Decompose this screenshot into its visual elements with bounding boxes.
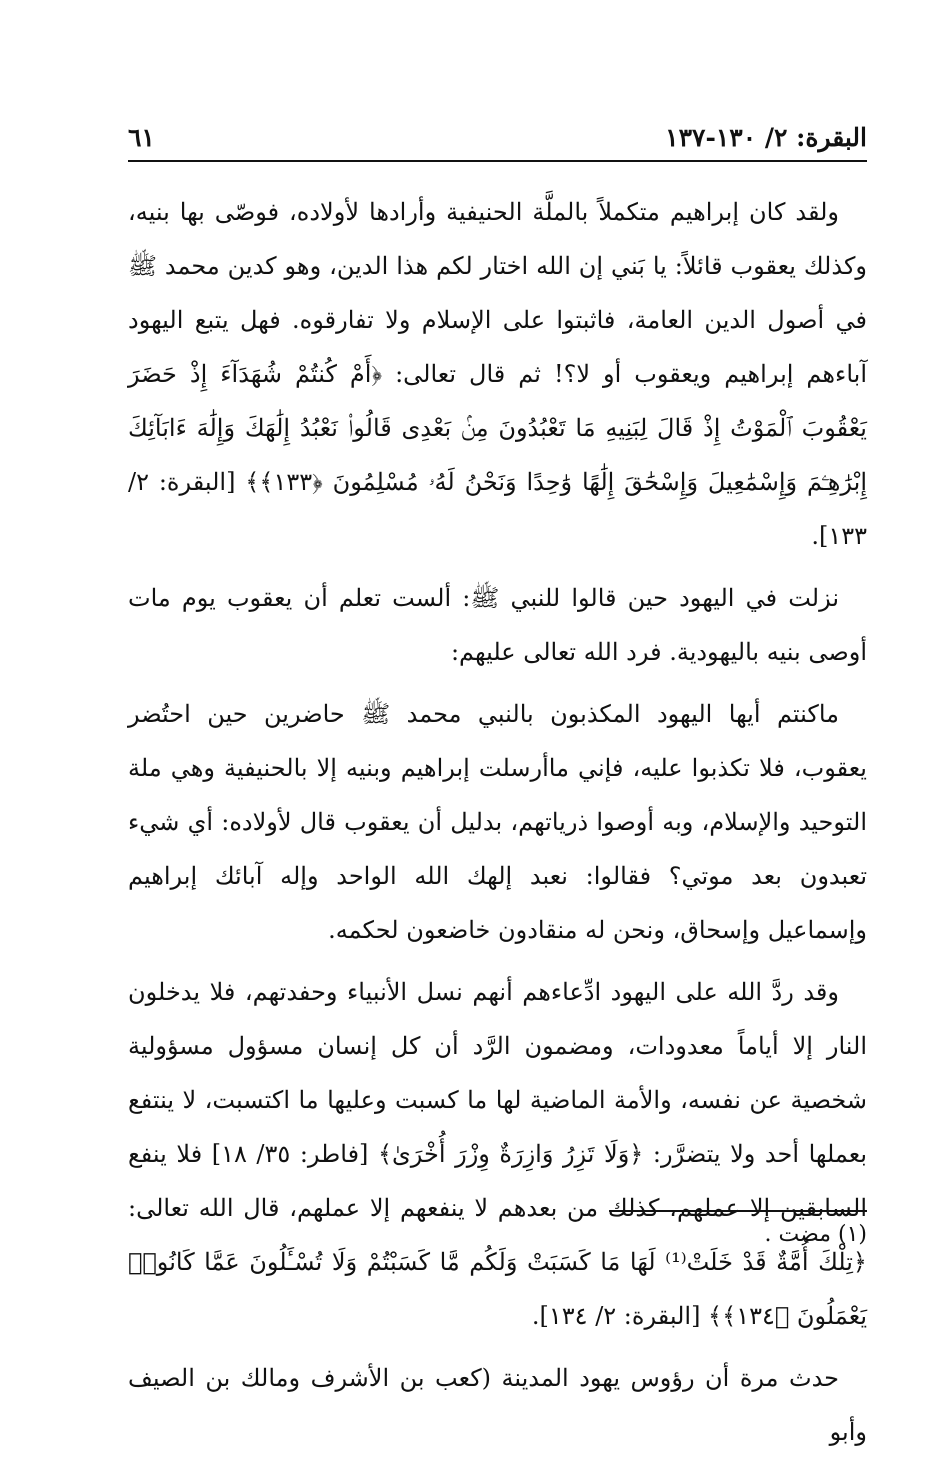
running-head xyxy=(128,108,867,152)
header-rule xyxy=(128,160,867,162)
paragraph-3: ماكنتم أيها اليهود المكذبون بالنبي محمد ﷺ حاضرين حين احتُضر يعقوب، فلا تكذبوا عليه، فإني ماأرسلت إبراهيم وبنيه إلا بالحنيفية وهي ملة التوحيد والإسلام، وبه أوصوا ذرياتهم، بدليل أن يعقوب قال لأولاده: أي شيء تعبدون بعد موتي؟ فقالوا: نعبد إلهك الله الواحد وإله آبائك إبراهيم وإسماعيل وإسحاق، ونحن له منقادون خاضعون لحكمه. xyxy=(128,700,867,944)
footnote-rule xyxy=(609,1210,867,1212)
page-body xyxy=(128,185,867,1467)
paragraph-4: وقد ردَّ الله على اليهود ادِّعاءهم أنهم نسل الأنبياء وحفدتهم، فلا يدخلون النار إلا أياماً معدودات، ومضمون الرَّد أن كل إنسان مسؤول مسؤولية شخصية عن نفسه، والأمة الماضية لها ما كسبت وعليها ما اكتسبت، لا ينتفع بعملها أحد ولا يتضرَّر: ﴿وَلَا تَزِرُ وَازِرَةٌ وِزْرَ أُخْرَىٰ﴾ [فاطر: ٣٥/ ١٨] فلا ينفع السابقين إلا عملهم، كذلك من بعدهم لا ينفعهم إلا عملهم، قال الله تعالى: ﴿تِلْكَ أُمَّةٌ قَدْ خَلَتْ⁽¹⁾ لَهَا مَا كَسَبَتْ وَلَكُم مَّا كَسَبْتُمْ وَلَا تُسْـَٔلُونَ عَمَّا كَانُوا۟ يَعْمَلُونَ ﴿١٣٤﴾﴾ [البقرة: ٢/ ١٣٤]. xyxy=(128,978,868,1330)
paragraph-2: نزلت في اليهود حين قالوا للنبي ﷺ: ألست تعلم أن يعقوب يوم مات أوصى بنيه باليهودية. فرد الله تعالى عليهم: xyxy=(128,584,867,666)
paragraph-5: حدث مرة أن رؤوس يهود المدينة (كعب بن الأشرف ومالك بن الصيف وأبو xyxy=(128,1364,867,1446)
paragraph-1: ولقد كان إبراهيم متكملاً بالملَّة الحنيفية وأرادها لأولاده، فوصّى بها بنيه، وكذلك يعقوب قائلاً: يا بَني إن الله اختار لكم هذا الدين، وهو كدين محمد ﷺ في أصول الدين العامة، فاثبتوا على الإسلام ولا تفارقوه. فهل يتبع اليهود آباءهم إبراهيم ويعقوب أو لا؟! ثم قال تعالى: ﴿أَمْ كُنتُمْ شُهَدَآءَ إِذْ حَضَرَ يَعْقُوبَ ٱلْمَوْتُ إِذْ قَالَ لِبَنِيهِ مَا تَعْبُدُونَ مِنۢ بَعْدِى قَالُوا۟ نَعْبُدُ إِلَٰهَكَ وَإِلَٰهَ ءَابَآئِكَ إِبْرَٰهِـۧمَ وَإِسْمَٰعِيلَ وَإِسْحَٰقَ إِلَٰهًا وَٰحِدًا وَنَحْنُ لَهُۥ مُسْلِمُونَ ﴿١٣٣﴾﴾ [البقرة: ٢/ ١٣٣]. xyxy=(128,198,867,550)
page-number: ٦١ xyxy=(128,123,155,152)
chapter-reference: البقرة: ٢/ ١٣٠-١٣٧ xyxy=(665,123,867,152)
footnote: (١) مضت . xyxy=(764,1222,867,1247)
